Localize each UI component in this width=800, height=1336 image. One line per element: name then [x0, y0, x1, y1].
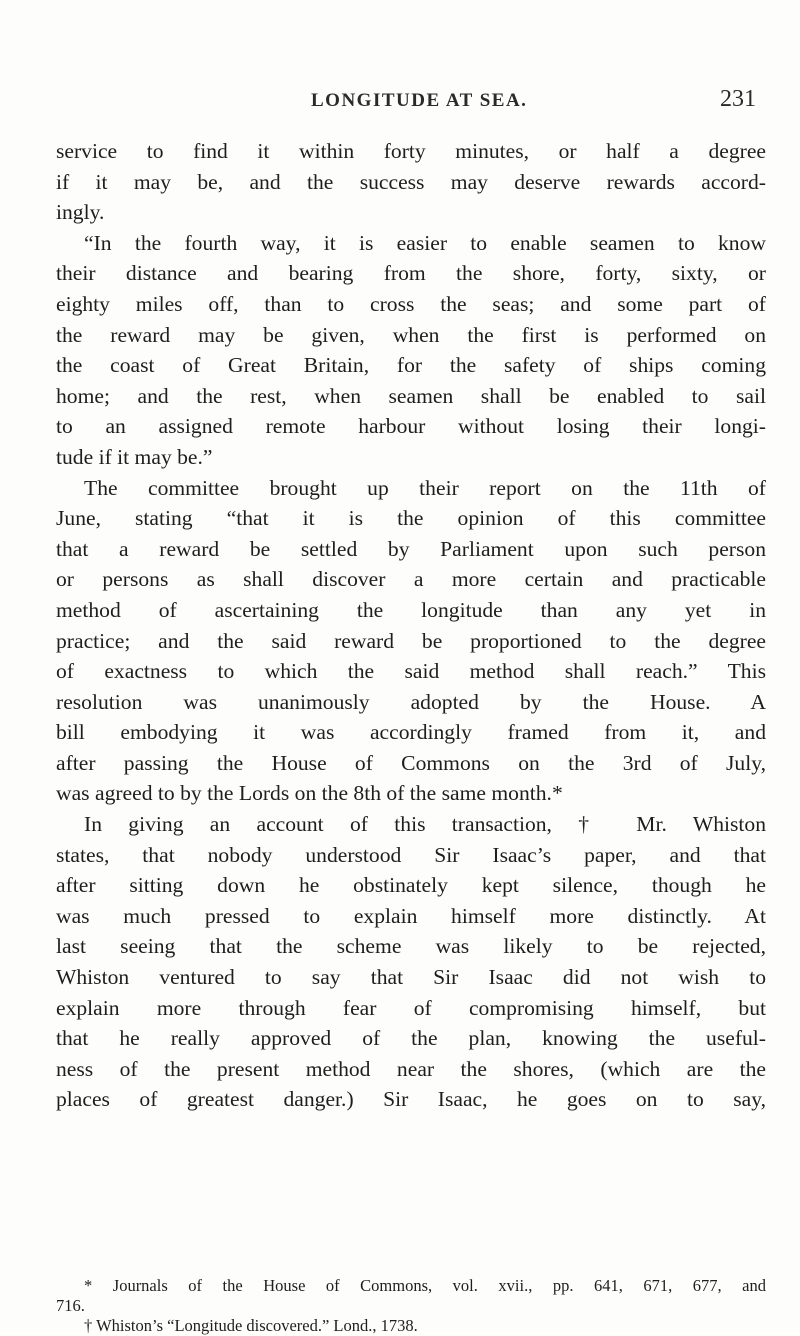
text-line: service to find it within forty minutes, or half a degree — [56, 139, 766, 163]
body-text — [56, 136, 766, 1115]
page-header — [56, 86, 756, 126]
text-line: last seeing that the scheme was likely to be rejected, — [56, 934, 766, 959]
text-line: eighty miles off, than to cross the seas; and some part of — [56, 291, 766, 316]
text-line: tude if it may be.” — [56, 444, 213, 469]
text-line: ness of the present method near the shores, (which are the — [56, 1056, 766, 1081]
text-line: was much pressed to explain himself more distinctly. At — [56, 903, 766, 928]
text-line: home; and the rest, when seamen shall be enabled to sail — [56, 383, 766, 408]
text-line: the coast of Great Britain, for the safety of ships coming — [56, 353, 766, 378]
text-line: that he really approved of the plan, knowing the useful- — [56, 1026, 766, 1051]
text-line: resolution was unanimously adopted by the House. A — [56, 689, 766, 714]
text-line: that a reward be settled by Parliament upon such person — [56, 536, 766, 561]
text-line: June, stating “that it is the opinion of this committee — [56, 506, 766, 531]
page-number: 231 — [720, 86, 756, 112]
text-line: places of greatest danger.) Sir Isaac, he goes on to say, — [56, 1087, 766, 1112]
text-line: “In the fourth way, it is easier to enable seamen to know — [84, 230, 766, 255]
text-line: Whiston ventured to say that Sir Isaac did not wish to — [56, 965, 766, 990]
text-line: bill embodying it was accordingly framed from it, and — [56, 720, 766, 745]
text-line: states, that nobody understood Sir Isaac’s paper, and that — [56, 842, 766, 867]
text-line: method of ascertaining the longitude than any yet in — [56, 597, 766, 622]
text-line: after sitting down he obstinately kept silence, though he — [56, 873, 766, 898]
text-line: to an assigned remote harbour without losing their longi- — [56, 414, 766, 439]
text-line: the reward may be given, when the first is performed on — [56, 322, 766, 347]
running-head: LONGITUDE AT SEA. — [311, 90, 528, 111]
footnotes — [56, 1276, 766, 1336]
text-line: practice; and the said reward be proportioned to the degree — [56, 628, 766, 653]
text-line: their distance and bearing from the shore, forty, sixty, or — [56, 261, 766, 286]
text-line: was agreed to by the Lords on the 8th of the same month.* — [56, 781, 563, 806]
text-line: The committee brought up their report on the 11th of — [84, 475, 766, 500]
text-line: or persons as shall discover a more certain and practicable — [56, 567, 766, 592]
text-line: explain more through fear of compromising himself, but — [56, 995, 766, 1020]
footnote-line: 716. — [56, 1296, 85, 1315]
text-line: of exactness to which the said method shall reach.” This — [56, 659, 766, 684]
text-line: ingly. — [56, 200, 105, 225]
text-line: if it may be, and the success may deserve rewards accord- — [56, 169, 766, 194]
footnote-line: * Journals of the House of Commons, vol. xvii., pp. 641, 671, 677, and — [84, 1276, 766, 1295]
text-line: In giving an account of this transaction, † Mr. Whiston — [84, 812, 766, 837]
text-line: after passing the House of Commons on the 3rd of July, — [56, 750, 766, 775]
footnote-line: † Whiston’s “Longitude discovered.” Lond., 1738. — [84, 1316, 418, 1335]
